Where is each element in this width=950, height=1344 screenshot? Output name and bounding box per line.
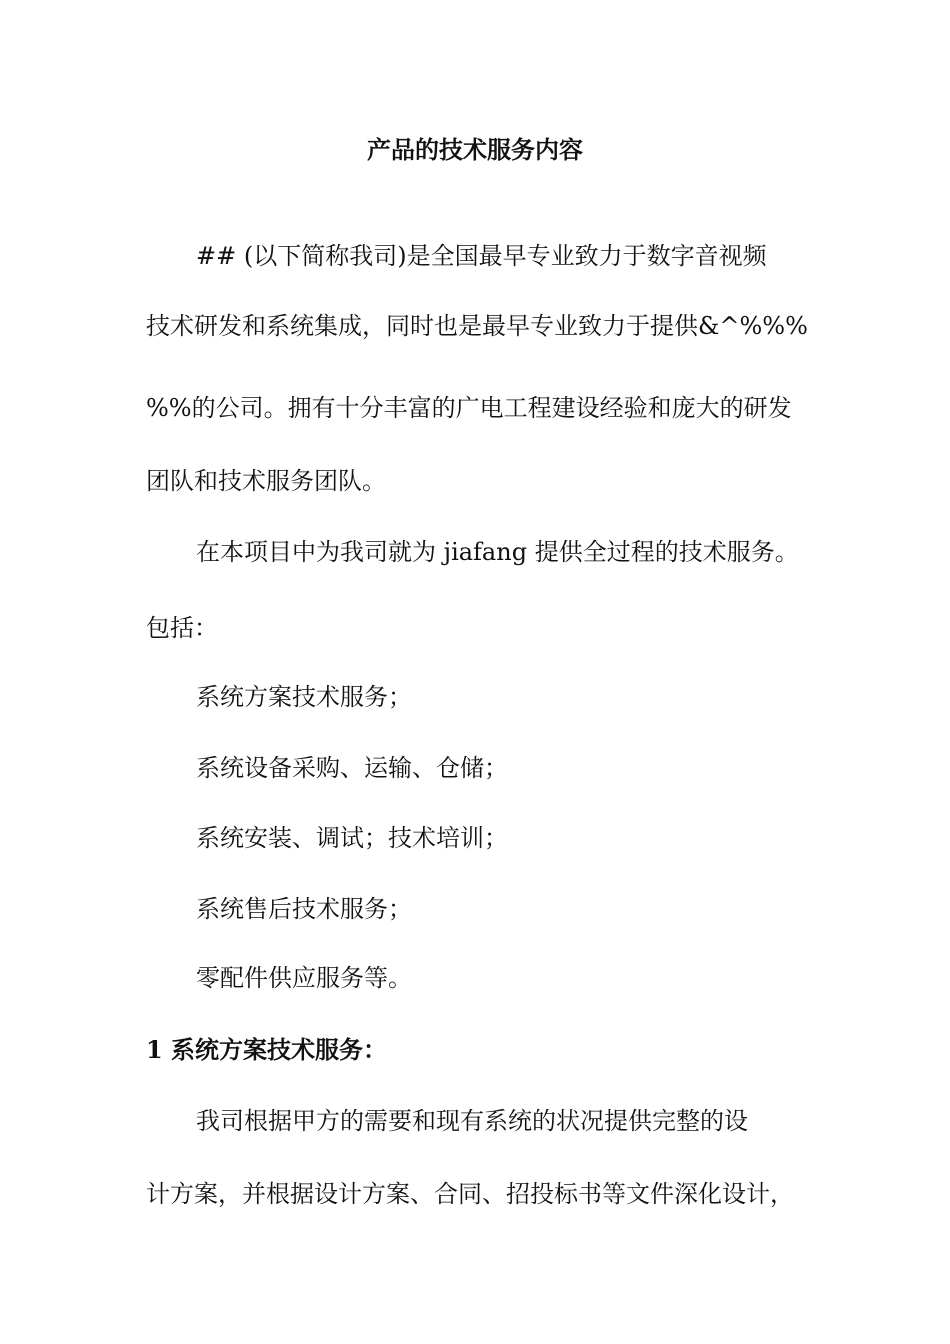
intro-line-1: ## (以下简称我司)是全国最早专业致力于数字音视频 [196,242,767,270]
intro-line-4: 团队和技术服务团队。 [146,467,386,495]
service-item-2: 系统设备采购、运输、仓储； [196,754,508,782]
service-item-1: 系统方案技术服务； [196,683,412,711]
section1-heading: 1 系统方案技术服务： [146,1035,388,1064]
document-title: 产品的技术服务内容 [367,135,583,164]
service-item-3: 系统安装、调试；技术培训； [196,824,508,852]
intro-line-3: %%的公司。拥有十分丰富的广电工程建设经验和庞大的研发 [146,394,792,422]
intro-line-2: 技术研发和系统集成，同时也是最早专业致力于提供&^%%% [146,312,808,340]
project-line-2: 包括： [146,614,218,642]
project-line-1: 在本项目中为我司就为 jiafang 提供全过程的技术服务。 [196,538,799,566]
service-item-5: 零配件供应服务等。 [196,964,412,992]
section1-line-2: 计方案，并根据设计方案、合同、招投标书等文件深化设计， [146,1180,794,1208]
section1-line-1: 我司根据甲方的需要和现有系统的状况提供完整的设 [196,1107,748,1135]
service-item-4: 系统售后技术服务； [196,895,412,923]
